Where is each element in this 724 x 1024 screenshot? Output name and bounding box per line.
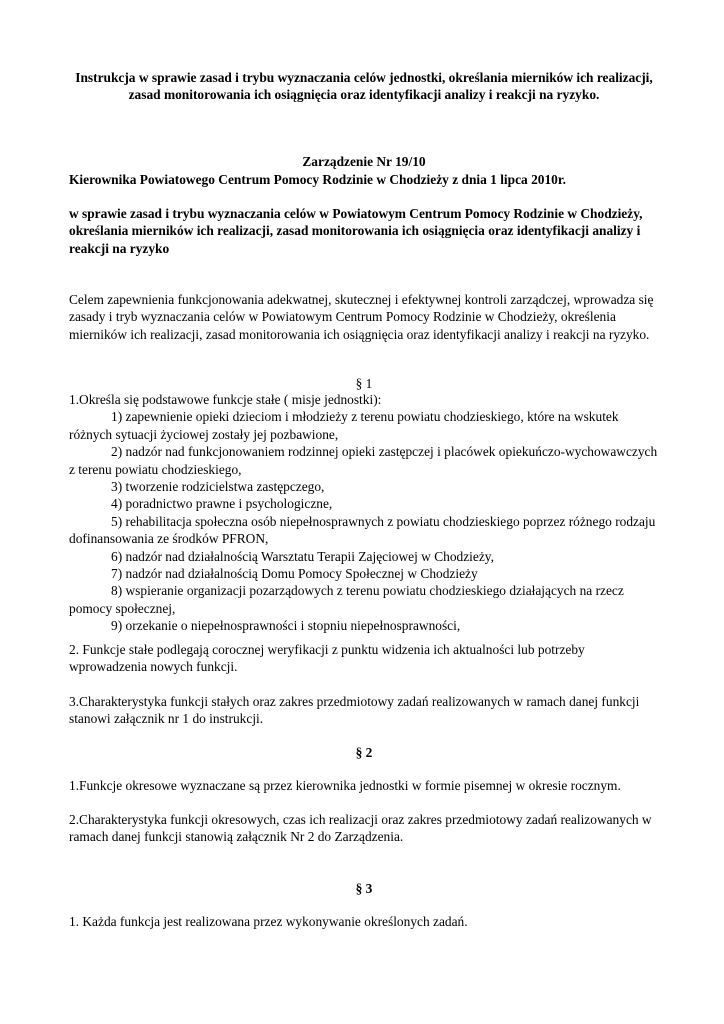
list-item: 1) zapewnienie opieki dzieciom i młodzieży z terenu powiatu chodzieskiego, które na wskutek różnych sytuacji życiowej zostały jej pozbawione, bbox=[69, 409, 619, 442]
list-item: 6) nadzór nad działalnością Warsztatu Terapii Zajęciowej w Chodzieży, bbox=[111, 548, 494, 564]
intro-paragraph: Celem zapewnienia funkcjonowania adekwatnej, skutecznej i efektywnej kontroli zarządczej, wprowadza się zasady i tryb wyznaczania celów w Powiatowym Centrum Pomocy Rodzinie w Chodzieży, określenia mierników ich realizacji, zasad monitorowania ich osiągnięcia oraz identyfikacji analizy i reakcji na ryzyko. bbox=[69, 292, 654, 342]
order-issuer: Kierownika Powiatowego Centrum Pomocy Rodzinie w Chodzieży z dnia 1 lipca 2010r. bbox=[69, 172, 566, 187]
section-2-paragraph-1: 1.Funkcje okresowe wyznaczane są przez kierownika jednostki w formie pisemnej w okresie rocznym. bbox=[69, 778, 621, 793]
list-item: 3) tworzenie rodzicielstwa zastępczego, bbox=[111, 479, 325, 495]
section-1-paragraph-2: 2. Funkcje stałe podlegają corocznej weryfikacji z punktu widzenia ich aktualności lub potrzeby wprowadzenia nowych funkcji. bbox=[69, 642, 585, 675]
list-item: 4) poradnictwo prawne i psychologiczne, bbox=[111, 496, 333, 512]
section-2-heading: § 2 bbox=[355, 745, 373, 760]
order-number: Zarządzenie Nr 19/10 bbox=[302, 154, 426, 169]
section-1-heading: § 1 bbox=[355, 376, 373, 391]
section-1-paragraph-1: 1.Określa się podstawowe funkcje stałe ( misje jednostki): bbox=[69, 392, 382, 407]
list-item: 7) nadzór nad działalnością Domu Pomocy Społecznej w Chodzieży bbox=[111, 566, 478, 582]
list-item: 5) rehabilitacja społeczna osób niepełnosprawnych z powiatu chodzieskiego poprzez różnego rodzaju dofinansowania ze środków PFRON, bbox=[69, 513, 656, 547]
order-subject: w sprawie zasad i trybu wyznaczania celów w Powiatowym Centrum Pomocy Rodzinie w Chodzieży, określania mierników ich realizacji, zasad monitorowania ich osiągnięcia oraz identyfikacji analizy i reakcji na ryzyko bbox=[69, 206, 643, 256]
section-3-heading: § 3 bbox=[355, 881, 373, 896]
section-1-content bbox=[69, 391, 659, 635]
list-item: 2) nadzór nad funkcjonowaniem rodzinnej opieki zastępczej i placówek opiekuńczo-wychowawczych z terenu powiatu chodzieskiego, bbox=[69, 444, 658, 477]
list-item: 8) wspieranie organizacji pozarządowych z terenu powiatu chodzieskiego działających na rzecz pomocy społecznej, bbox=[69, 583, 624, 616]
document-title: Instrukcja w sprawie zasad i trybu wyznaczania celów jednostki, określania mierników ich realizacji, zasad monitorowania ich osiągnięcia oraz identyfikacji analizy i reakcji na ryzyko. bbox=[75, 70, 653, 103]
section-2-paragraph-2: 2.Charakterystyka funkcji okresowych, czas ich realizacji oraz zakres przedmiotowy zadań realizowanych w ramach danej funkcji stanowią załącznik Nr 2 do Zarządzenia. bbox=[69, 812, 652, 845]
section-1-paragraph-3: 3.Charakterystyka funkcji stałych oraz zakres przedmiotowy zadań realizowanych w ramach danej funkcji stanowi załącznik nr 1 do instrukcji. bbox=[69, 694, 640, 727]
list-item: 9) orzekanie o niepełnosprawności i stopniu niepełnosprawności, bbox=[111, 618, 461, 634]
section-3-paragraph-1: 1. Każda funkcja jest realizowana przez wykonywanie określonych zadań. bbox=[69, 914, 468, 929]
